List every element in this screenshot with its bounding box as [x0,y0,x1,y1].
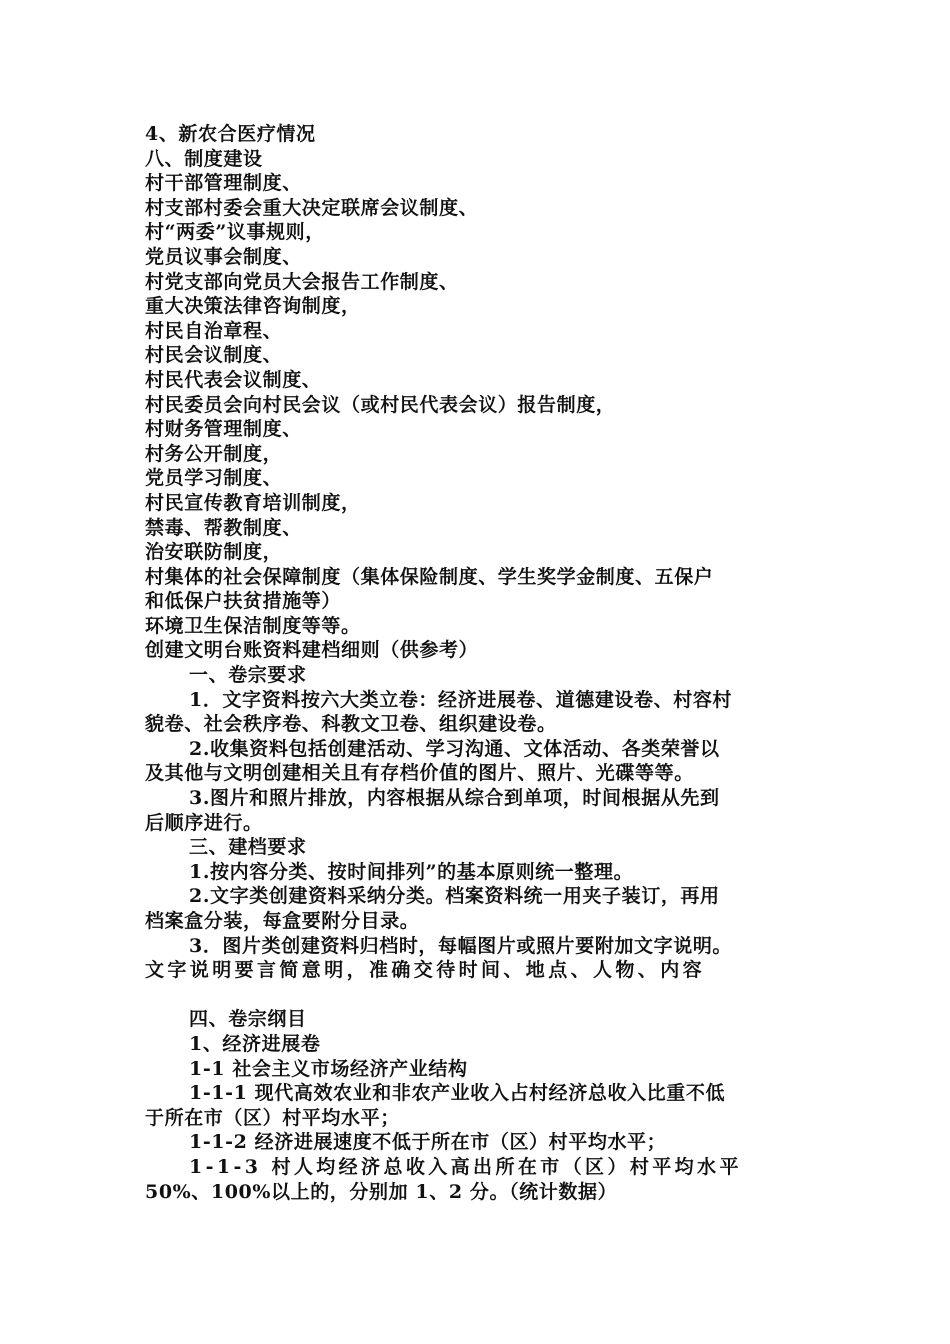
document-line: 1.按内容分类、按时间排列”的基本原则统一整理。 [189,860,634,883]
document-line: 3.图片和照片排放，内容根据从综合到单项，时间根据从先到 [189,787,720,810]
document-line: 50%、100%以上的，分别加 1、2 分。（统计数据） [145,1180,618,1203]
document-line: 1-1-2 经济进展速度不低于所在市（区）村平均水平； [189,1131,667,1154]
document-line: 于所在市（区）村平均水平； [145,1106,400,1129]
document-line: 1-1-3 村人均经济总收入高出所在市（区）村平均水平 [189,1155,742,1178]
document-line: 后顺序进行。 [145,811,263,834]
document-line: 4、新农合医疗情况 [145,123,316,145]
document-line: 一、卷宗要求 [189,664,307,687]
document-line: 三、建档要求 [189,836,307,859]
document-line: 村干部管理制度、 [145,172,302,195]
document-line: 禁毒、帮教制度、 [145,516,302,539]
document-line: 八、制度建设 [145,147,263,170]
document-line: 党员学习制度、 [145,467,283,490]
document-line: 四、卷宗纲目 [189,1008,307,1031]
document-line: 村集体的社会保障制度（集体保险制度、学生奖学金制度、五保户 [145,565,714,588]
document-line: 1-1 社会主义市场经济产业结构 [189,1057,468,1080]
document-line: 党员议事会制度、 [145,245,302,268]
document-line: 村民代表会议制度、 [145,368,322,391]
document-line: 环境卫生保洁制度等等。 [145,614,361,637]
document-line: 档案盒分装，每盒要附分目录。 [145,910,420,932]
document-line: 治安联防制度， [145,541,283,564]
document-body [145,122,805,1204]
document-line: 村民会议制度、 [145,344,283,367]
document-line: 2.收集资料包括创建活动、学习沟通、文体活动、各类荣誉以 [189,737,720,760]
document-line: 村“两委”议事规则， [145,221,325,244]
document-line: 村民自治章程、 [145,319,283,342]
document-line: 重大决策法律咨询制度， [145,295,361,318]
document-line: 村支部村委会重大决定联席会议制度、 [145,196,479,219]
document-line: 3．图片类创建资料归档时，每幅图片或照片要附加文字说明。 [189,934,733,957]
document-line: 村民委员会向村民会议（或村民代表会议）报告制度， [145,393,616,416]
document-line: 1-1-1 现代高效农业和非农产业收入占村经济总收入比重不低 [189,1082,726,1105]
document-line: 和低保户扶贫措施等） [145,590,342,613]
document-line: 貌卷、社会秩序卷、科教文卫卷、组织建设卷。 [145,713,557,736]
document-line [145,983,805,1008]
document-line: 创建文明台账资料建档细则（供参考） [145,639,479,662]
document-line: 文字说明要言简意明，准确交待时间、地点、人物、内容 [145,959,706,982]
document-line: 1、经济进展卷 [189,1032,321,1055]
document-line: 村民宣传教育培训制度， [145,491,361,514]
document-line: 及其他与文明创建相关且有存档价值的图片、照片、光碟等等。 [145,762,694,785]
document-line: 村务公开制度， [145,442,283,465]
document-line: 村财务管理制度、 [145,418,302,441]
document-line: 村党支部向党员大会报告工作制度、 [145,270,459,293]
document-line: 1．文字资料按六大类立卷：经济进展卷、道德建设卷、村容村 [189,688,733,711]
document-line: 2.文字类创建资料采纳分类。档案资料统一用夹子装订，再用 [189,885,720,908]
